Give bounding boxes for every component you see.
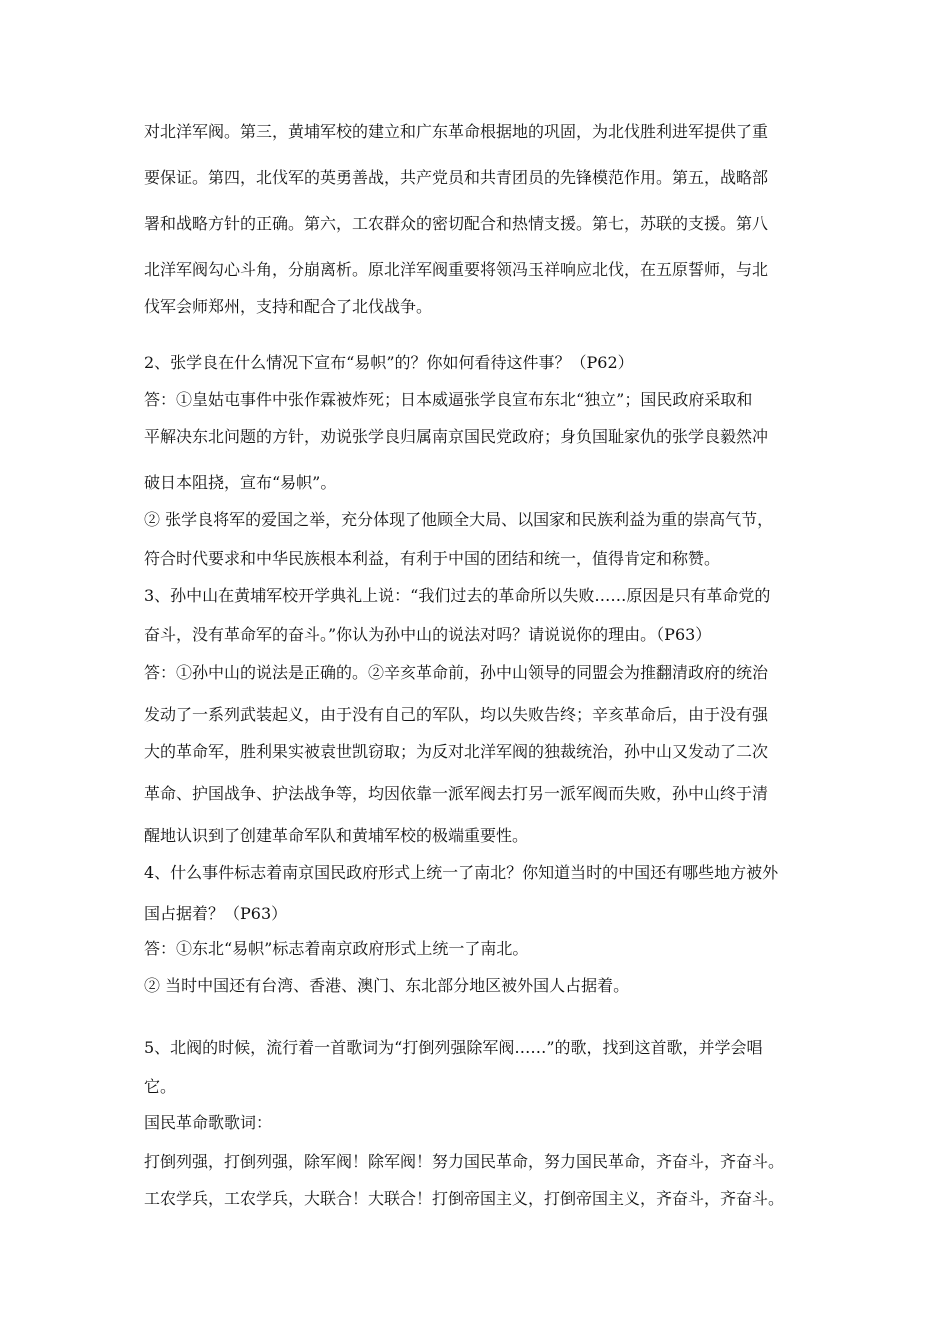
text-line: 对北洋军阀。第三，黄埔军校的建立和广东革命根据地的巩固，为北伐胜利进军提供了重 (144, 122, 769, 141)
answer-line: 革命、护国战争、护法战争等，均因依靠一派军阀去打另一派军阀而失败，孙中山终于清 (144, 784, 769, 803)
question-4-line: 国占据着？（P63） (144, 904, 288, 923)
lyrics-line: 打倒列强，打倒列强，除军阀！除军阀！努力国民革命，努力国民革命，齐奋斗，齐奋斗。 (144, 1152, 785, 1171)
answer-line: 平解决东北问题的方针，劝说张学良归属南京国民党政府；身负国耻家仇的张学良毅然冲 (144, 427, 769, 446)
text-line: 要保证。第四，北伐军的英勇善战，共产党员和共青团员的先锋模范作用。第五，战略部 (144, 168, 769, 187)
answer-line: 答：①皇姑屯事件中张作霖被炸死；日本威逼张学良宣布东北“独立”；国民政府采取和 (144, 390, 753, 409)
text-line: 伐军会师郑州，支持和配合了北伐战争。 (144, 297, 433, 316)
text-line: 署和战略方针的正确。第六，工农群众的密切配合和热情支援。第七，苏联的支援。第八 (144, 214, 769, 233)
answer-line: 醒地认识到了创建革命军队和黄埔军校的极端重要性。 (144, 826, 529, 845)
answer-line: 答：①孙中山的说法是正确的。②辛亥革命前，孙中山领导的同盟会为推翻清政府的统治 (144, 663, 769, 682)
question-5-line: 它。 (144, 1077, 177, 1096)
lyrics-line: 工农学兵，工农学兵，大联合！大联合！打倒帝国主义，打倒帝国主义，齐奋斗，齐奋斗。 (144, 1189, 785, 1208)
question-3: 3、孙中山在黄埔军校开学典礼上说：“我们过去的革命所以失败……原因是只有革命党的 (144, 586, 771, 605)
text-line: 北洋军阀勾心斗角，分崩离析。原北洋军阀重要将领冯玉祥响应北伐，在五原誓师，与北 (144, 260, 769, 279)
question-5: 5、北阀的时候，流行着一首歌词为“打倒列强除军阀……”的歌，找到这首歌，并学会唱 (144, 1038, 763, 1057)
question-2: 2、张学良在什么情况下宣布“易帜”的？你如何看待这件事？（P62） (144, 353, 634, 372)
question-4: 4、什么事件标志着南京国民政府形式上统一了南北？你知道当时的中国还有哪些地方被外 (144, 863, 779, 882)
answer-line: 发动了一系列武装起义，由于没有自己的军队，均以失败告终；辛亥革命后，由于没有强 (144, 705, 769, 724)
answer-line: ② 张学良将军的爱国之举，充分体现了他顾全大局、以国家和民族利益为重的崇高气节， (144, 510, 774, 529)
answer-line: 大的革命军，胜利果实被袁世凯窃取；为反对北洋军阀的独裁统治，孙中山又发动了二次 (144, 742, 769, 761)
lyrics-heading: 国民革命歌歌词： (144, 1113, 273, 1132)
answer-line: ② 当时中国还有台湾、香港、澳门、东北部分地区被外国人占据着。 (144, 976, 630, 995)
question-3-line: 奋斗，没有革命军的奋斗。”你认为孙中山的说法对吗？请说说你的理由。（P63） (144, 625, 712, 644)
answer-line: 答：①东北“易帜”标志着南京政府形式上统一了南北。 (144, 939, 529, 958)
answer-line: 破日本阻挠，宣布“易帜”。 (144, 473, 337, 492)
answer-line: 符合时代要求和中华民族根本利益，有利于中国的团结和统一，值得肯定和称赞。 (144, 549, 721, 568)
